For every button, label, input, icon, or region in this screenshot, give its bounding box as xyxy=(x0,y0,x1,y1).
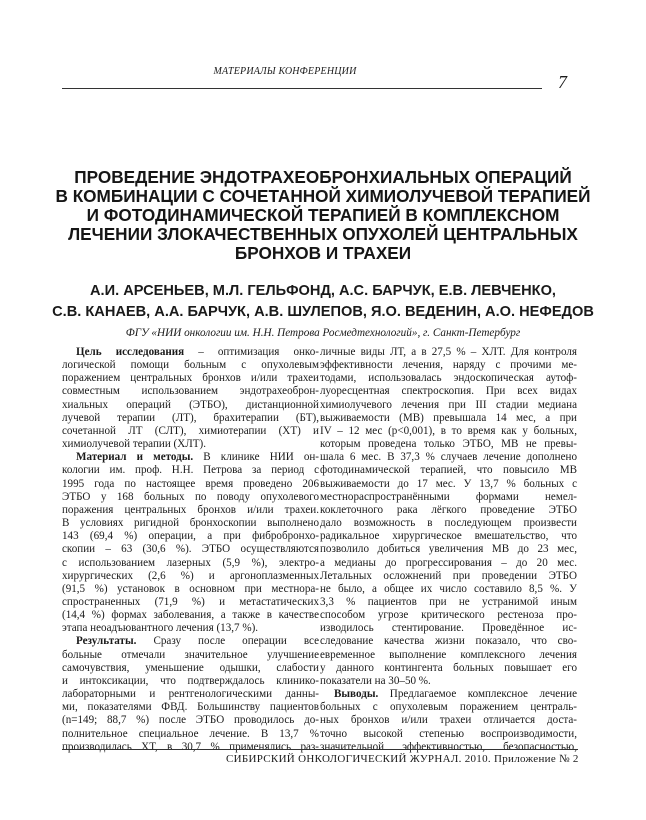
text-line xyxy=(62,451,319,464)
text-line: ЭТБО у 168 больных по поводу опухолевого xyxy=(62,490,319,503)
title-line: ЛЕЧЕНИИ ЗЛОКАЧЕСТВЕННЫХ ОПУХОЛЕЙ ЦЕНТРАЛЬНЫХ xyxy=(68,224,578,244)
text-line: точно высокой степенью воспроизводимости, xyxy=(320,727,577,740)
text-line xyxy=(62,635,319,648)
text-line: коклеточного рака лёгкого проведение ЭТБО xyxy=(320,503,577,516)
text-line: изводилось стентирование. Проведённое ис- xyxy=(320,622,577,635)
text-line: хирургических (2,6 %) и аргоноплазменных xyxy=(62,569,319,582)
text-line: личные виды ЛТ, а в 27,5 % – ХЛТ. Для контроля xyxy=(320,346,577,358)
text-line: химиолучевого лечения при III стадии медиана xyxy=(320,398,577,411)
affiliation: ФГУ «НИИ онкологии им. Н.Н. Петрова Росмедтехнологий», г. Санкт-Петербург xyxy=(125,327,521,339)
title-line: БРОНХОВ И ТРАХЕИ xyxy=(234,243,412,263)
text-line: 143 (69,4 %) операции, а при фибробронхо- xyxy=(62,530,319,543)
text-line: а медианы до прогрессирования – до 20 мес. xyxy=(320,556,577,569)
text-line: которым проведена только ЭТБО, МВ не превы- xyxy=(320,438,577,451)
text-fragment: – оптимизация онко- xyxy=(184,346,319,358)
right-text-column xyxy=(320,346,577,754)
text-line xyxy=(320,688,577,701)
text-line: этапа неоадъювантного лечения (13,7 %). xyxy=(62,622,259,635)
text-line: лабораторными и рентгенологическими данны- xyxy=(62,688,319,701)
text-line: полнительное специальное лечение. В 13,7 % xyxy=(62,727,319,740)
text-line: кологии им. проф. Н.Н. Петрова за период с xyxy=(62,464,319,477)
section-heading: Выводы. xyxy=(334,688,379,701)
author-line: А.И. АРСЕНЬЕВ, М.Л. ГЕЛЬФОНД, А.С. БАРЧУК, Е.В. ЛЕВЧЕНКО, xyxy=(90,283,556,299)
text-line: с использованием лазерных (5,9 %), электро- xyxy=(62,556,319,569)
text-line: дало возможность в последующем произвести xyxy=(320,517,577,530)
text-line: позволило добиться увеличения МВ до 23 мес, xyxy=(320,543,577,556)
text-fragment: Предлагаемое комплексное лечение xyxy=(378,688,577,701)
text-line: спространенных (71,9 %) и метастатических xyxy=(62,595,319,608)
author-line: С.В. КАНАЕВ, А.А. БАРЧУК, А.В. ШУЛЕПОВ, Я.О. ВЕДЕНИН, А.О. НЕФЕДОВ xyxy=(52,304,594,320)
text-line: больных с опухолевым поражением централь- xyxy=(320,701,577,714)
text-line: шала 6 мес. В 37,3 % случаев лечение дополнено xyxy=(320,451,577,464)
text-line: Летальных осложнений при проведении ЭТБО xyxy=(320,569,577,582)
journal-footer: СИБИРСКИЙ ОНКОЛОГИЧЕСКИЙ ЖУРНАЛ. 2010. Приложение № 2 xyxy=(226,753,579,765)
section-heading: Результаты. xyxy=(76,635,137,648)
text-line: евременное выполнение комплексного лечения xyxy=(320,648,577,661)
text-line: (n=149; 88,7 %) после ЭТБО проводилось до- xyxy=(62,714,319,727)
title-line: В КОМБИНАЦИИ С СОЧЕТАННОЙ ХИМИОЛУЧЕВОЙ ТЕРАПИЕЙ xyxy=(55,186,591,206)
text-line: (14,4 %) формах заболевания, а также в качестве xyxy=(62,609,319,622)
header-rule xyxy=(62,88,542,89)
text-line: фотодинамической терапией, что повысило МВ xyxy=(320,464,577,477)
footer-rule xyxy=(62,749,578,750)
text-line: сочетанной ЛТ (СЛТ), химиотерапии (ХТ) и xyxy=(62,424,319,437)
text-line: значительной эффективностью, безопасностью, xyxy=(320,740,577,753)
text-line: (91,5 %) установок в основном при местнора- xyxy=(62,582,319,595)
text-line: лучевой терапии (ЛТ), брахитерапии (БТ), xyxy=(62,411,319,424)
section-heading: Материал и методы. xyxy=(76,451,194,464)
text-line: способом угрозе критического рестеноза про- xyxy=(320,609,577,622)
page-number: 7 xyxy=(558,72,567,92)
author-list xyxy=(40,281,606,323)
text-line: тодами, использовалась эндоскопическая аутоф- xyxy=(320,372,577,385)
text-line: выживаемости до 17 мес. У 13,7 % больных с xyxy=(320,477,577,490)
text-fragment: В клинике НИИ он- xyxy=(193,451,320,464)
text-line: местнораспространёнными формами немел- xyxy=(320,490,577,503)
text-line: ных бронхов и/или трахеи отличается доста- xyxy=(320,714,577,727)
text-line: следование качества жизни показало, что сво- xyxy=(320,635,577,648)
text-line: самочувствия, уменьшение одышки, слабости xyxy=(62,661,319,674)
title-line: ПРОВЕДЕНИЕ ЭНДОТРАХЕОБРОНХИАЛЬНЫХ ОПЕРАЦИЙ xyxy=(74,167,572,187)
text-line: В условиях ригидной бронхоскопии выполнено xyxy=(62,517,319,530)
text-line: 3,3 % пациентов при не устранимой иным xyxy=(320,595,577,608)
text-line: эффективности лечения, наряду с прочими ме- xyxy=(320,359,577,372)
text-line: поражением центральных бронхов и/или трахеи xyxy=(62,372,319,385)
text-line: не было, а общее их число составило 8,5 %. У xyxy=(320,582,577,595)
text-line: поражения центральных бронхов и/или трахеи. xyxy=(62,503,319,516)
text-line: ми, показателями ФВД. Большинству пациентов xyxy=(62,701,319,714)
text-line: показатели на 30–50 %. xyxy=(320,674,431,687)
text-line: IV – 12 мес (р<0,001), в то время как у больных, xyxy=(320,424,577,437)
text-line xyxy=(62,346,319,359)
text-line: луоресцентная спектроскопия. При всех видах xyxy=(320,385,577,398)
article-title xyxy=(40,168,606,263)
text-line: выживаемости (МВ) превышала 14 мес, а при xyxy=(320,411,577,424)
text-line: у данного контингента больных повышает его xyxy=(320,661,577,674)
left-text-column xyxy=(62,346,319,754)
section-header-label: МАТЕРИАЛЫ КОНФЕРЕНЦИИ xyxy=(213,66,357,77)
text-line: хиальных операций (ЭТБО), дистанционной xyxy=(62,398,319,411)
section-heading: Цель исследования xyxy=(76,346,185,358)
text-fragment: Сразу после операции все xyxy=(136,635,319,648)
text-line: и интоксикации, что подтверждалось клинико- xyxy=(62,674,319,687)
text-line: скопии – 63 (30,6 %). ЭТБО осуществляются xyxy=(62,543,319,556)
text-line: 1995 года по настоящее время проведено 206 xyxy=(62,477,319,490)
text-line: химиолучевой терапии (ХЛТ). xyxy=(62,438,207,451)
text-line: больные отмечали значительное улучшение xyxy=(62,648,319,661)
title-line: И ФОТОДИНАМИЧЕСКОЙ ТЕРАПИЕЙ В КОМПЛЕКСНОМ xyxy=(86,205,560,225)
text-line: совместным использованием эндотрахеоброн- xyxy=(62,385,319,398)
text-line: производилась ХТ, в 30,7 % применялись раз- xyxy=(62,740,319,753)
text-line: логической помощи больным с опухолевым xyxy=(62,359,319,372)
text-line: радикальное хирургическое вмешательство, что xyxy=(320,530,577,543)
